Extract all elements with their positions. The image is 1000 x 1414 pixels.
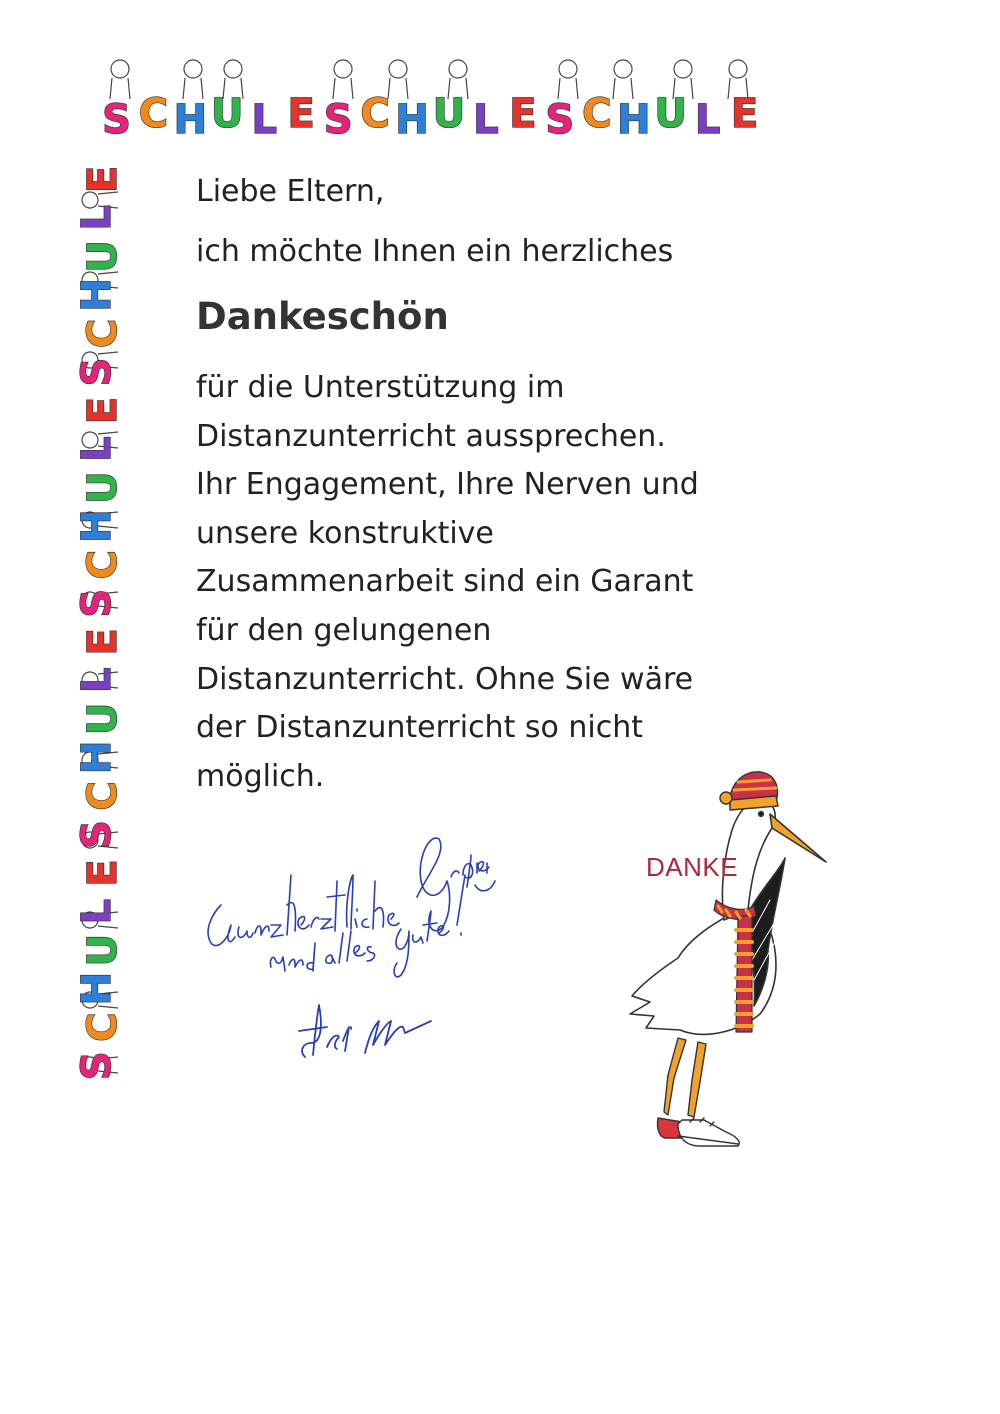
banner-letter: U (654, 91, 687, 137)
banner-letter: H (74, 971, 120, 1006)
banner-letter: C (80, 550, 126, 580)
banner-letter: L (74, 898, 120, 925)
letter-line: unsere konstruktive (196, 515, 494, 551)
letter-line: Distanzunterricht. Ohne Sie wäre (196, 661, 694, 697)
banner-letter: E (730, 91, 759, 137)
letter-heading: Dankeschön (196, 295, 449, 338)
banner-letter: U (211, 91, 244, 137)
banner-letter: S (74, 588, 120, 618)
banner-letter: L (74, 667, 120, 694)
banner-letter: E (80, 396, 126, 425)
letter-line: Distanzunterricht aussprechen. (196, 418, 666, 454)
letter-body (196, 364, 699, 801)
stork-legs (664, 1038, 706, 1117)
banner-figures-top (110, 60, 748, 99)
stork-body (630, 858, 785, 1034)
banner-letter: U (432, 91, 466, 137)
stork-shoes (657, 1118, 739, 1146)
banner-letter: S (545, 97, 575, 140)
banner-letter: H (74, 509, 120, 543)
banner-letter: H (173, 97, 208, 140)
banner-letter: E (80, 859, 126, 887)
banner-letter: E (80, 165, 126, 193)
banner-letter: U (80, 933, 126, 967)
banner-letters-side (74, 166, 126, 1080)
letter-line: für die Unterstützung im (196, 370, 565, 405)
banner-letter: L (74, 436, 120, 462)
banner-letter: U (80, 702, 126, 736)
banner-letter: C (582, 91, 612, 137)
side-school-banner (60, 160, 150, 1085)
banner-letter: L (473, 97, 499, 140)
banner-letter: C (80, 1012, 126, 1042)
banner-letter: C (138, 91, 169, 137)
stork-danke-label: DANKE (646, 852, 739, 882)
letter-intro: ich möchte Ihnen ein herzliches (196, 234, 674, 269)
letter-line: möglich. (196, 758, 325, 794)
banner-letter: E (287, 91, 315, 137)
banner-letter: E (80, 628, 126, 656)
letter-line: der Distanzunterricht so nicht (196, 710, 644, 746)
banner-letter: L (694, 97, 721, 140)
banner-letter: S (102, 97, 131, 140)
banner-letter: U (80, 471, 126, 504)
banner-letter: S (74, 1051, 120, 1081)
letter-line: Ihr Engagement, Ihre Nerven und (196, 467, 699, 503)
banner-letter: C (80, 318, 126, 349)
handwritten-greeting (195, 815, 515, 1070)
stork-illustration (620, 770, 845, 1165)
banner-letter: S (74, 357, 120, 387)
letter-line: für den gelungenen (196, 612, 492, 648)
banner-letter: E (509, 91, 537, 137)
banner-letter: L (251, 97, 278, 140)
banner-letter: H (395, 97, 429, 140)
letter-greeting: Liebe Eltern, (196, 174, 385, 209)
stork-hat (720, 772, 778, 810)
letter-line: Zusammenarbeit sind ein Garant (196, 564, 694, 600)
banner-letter: S (323, 97, 353, 140)
banner-letter: H (74, 740, 120, 775)
banner-letter: U (80, 240, 126, 273)
banner-letter: H (74, 278, 120, 312)
banner-letter: C (80, 781, 126, 811)
top-school-banner (98, 55, 763, 140)
banner-letter: C (360, 91, 390, 137)
banner-letter: L (74, 205, 120, 231)
banner-letters-top (102, 91, 758, 140)
banner-letter: H (616, 97, 651, 140)
banner-letter: S (74, 820, 120, 849)
handwritten-signature (299, 1005, 431, 1057)
handwritten-line-1 (208, 838, 489, 945)
